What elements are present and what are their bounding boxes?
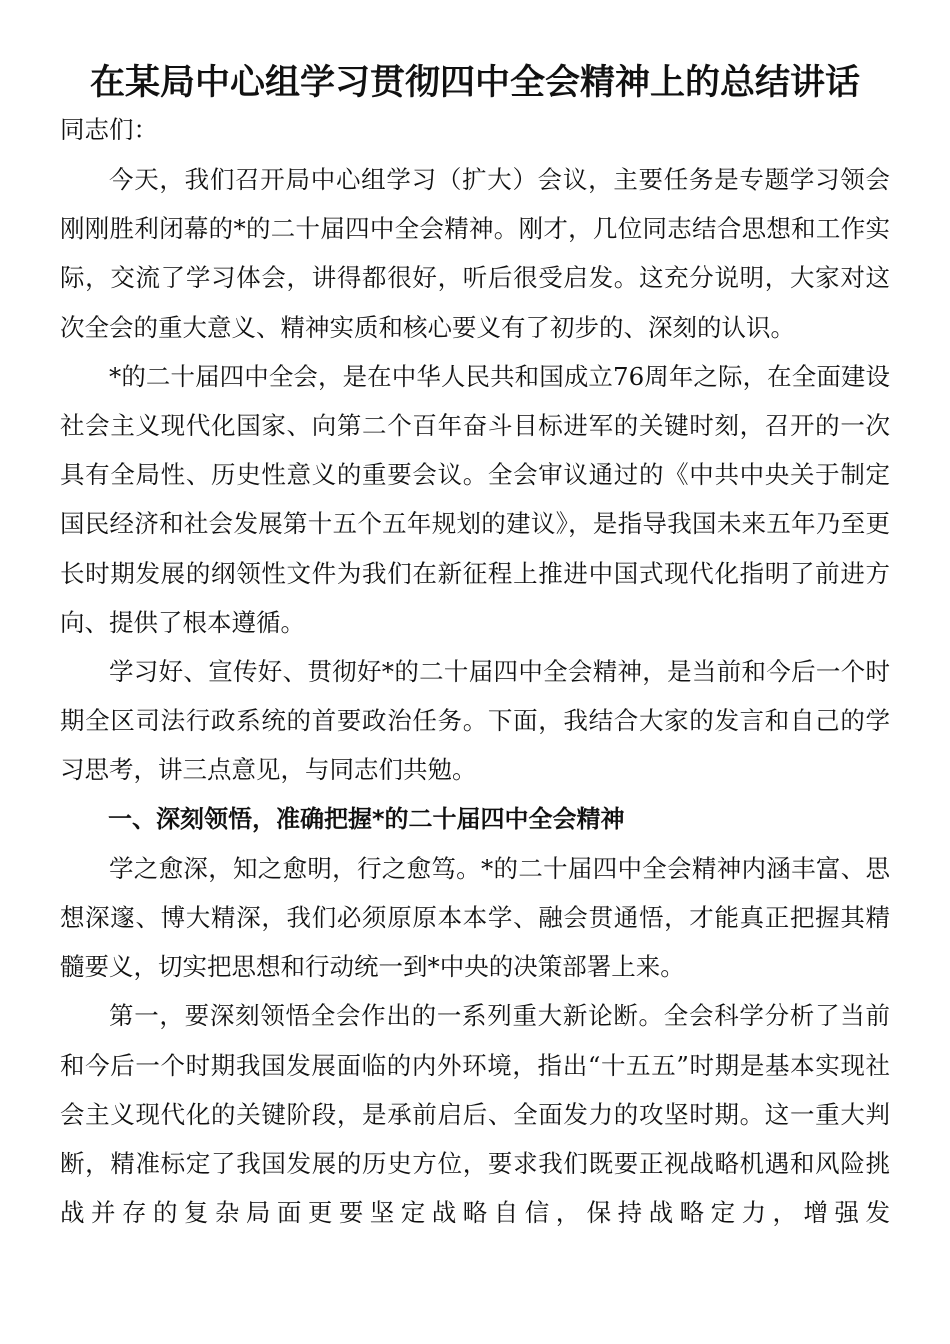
paragraph-plenum-significance: *的二十届四中全会，是在中华人民共和国成立76周年之际，在全面建设社会主义现代化国家、向第二个百年奋斗目标进军的关键时刻，召开的一次具有全局性、历史性意义的重要会议。全会审议通过的《中共中央关于制定国民经济和社会发展第十五个五年规划的建议》，是指导我国未来五年乃至更长时期发展的纲领性文件为我们在新征程上推进中国式现代化指明了前进方向、提供了根本遵循。 <box>60 361 890 637</box>
document-title: 在某局中心组学习贯彻四中全会精神上的总结讲话 <box>89 62 860 103</box>
paragraph-opening: 今天，我们召开局中心组学习（扩大）会议，主要任务是专题学习领会刚刚胜利闭幕的*的二十届四中全会精神。刚才，几位同志结合思想和工作实际，交流了学习体会，讲得都很好，听后很受启发。这充分说明，大家对这次全会的重大意义、精神实质和核心要义有了初步的、深刻的认识。 <box>60 165 890 342</box>
salutation: 同志们： <box>60 115 158 144</box>
paragraph-first-point: 第一，要深刻领悟全会作出的一系列重大新论断。全会科学分析了当前和今后一个时期我国发展面临的内外环境，指出“十五五”时期是基本实现社会主义现代化的关键阶段，是承前启后、全面发力的攻坚时期。这一重大判断，精准标定了我国发展的历史方位，要求我们既要正视战略机遇和风险挑战并存的复杂局面更要坚定战略自信，保持战略定力，增强发 <box>60 1001 890 1228</box>
paragraph-political-task: 学习好、宣传好、贯彻好*的二十届四中全会精神，是当前和今后一个时期全区司法行政系统的首要政治任务。下面，我结合大家的发言和自己的学习思考，讲三点意见，与同志们共勉。 <box>60 657 890 785</box>
section-heading-1: 一、深刻领悟，准确把握*的二十届四中全会精神 <box>108 804 625 833</box>
paragraph-study-deeply: 学之愈深，知之愈明，行之愈笃。*的二十届四中全会精神内涵丰富、思想深邃、博大精深，我们必须原原本本学、融会贯通悟，才能真正把握其精髓要义，切实把思想和行动统一到*中央的决策部署上来。 <box>60 853 890 982</box>
